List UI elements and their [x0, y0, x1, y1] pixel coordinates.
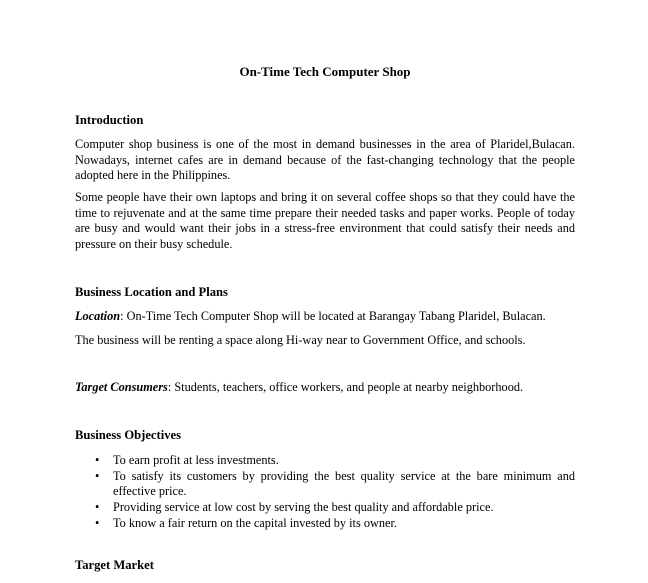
objective-text: To earn profit at less investments. — [113, 453, 279, 467]
list-item — [75, 469, 575, 500]
introduction-paragraph-1: Computer shop business is one of the most in demand businesses in the area of Plaridel,Bulacan. Nowadays, internet cafes are in demand because of the fast-changing technology that the people adopted here in the Philippines. — [75, 137, 575, 183]
list-item — [75, 516, 575, 532]
objectives-list — [75, 453, 575, 532]
target-market-heading: Target Market — [75, 558, 154, 572]
objectives-heading: Business Objectives — [75, 428, 182, 442]
location-paragraph — [75, 309, 575, 325]
introduction-heading: Introduction — [75, 113, 144, 127]
objective-text: To satisfy its customers by providing the best quality service at the bare minimum and effective price. — [113, 468, 575, 499]
location-label: Location — [75, 309, 121, 323]
list-item — [75, 500, 575, 516]
objective-text: To know a fair return on the capital invested by its owner. — [113, 515, 397, 530]
location-text: : On-Time Tech Computer Shop will be located at Barangay Tabang Plaridel, Bulacan. — [120, 309, 546, 323]
bullet-icon: • — [95, 468, 100, 483]
target-consumers-paragraph — [75, 380, 575, 396]
objective-text: Providing service at low cost by serving the best quality and affordable price. — [113, 500, 494, 515]
renting-paragraph: The business will be renting a space along Hi-way near to Government Office, and schools. — [75, 333, 526, 347]
bullet-icon: • — [95, 500, 100, 515]
list-item — [75, 453, 575, 469]
document-title: On-Time Tech Computer Shop — [239, 64, 411, 79]
target-consumers-text: : Students, teachers, office workers, and people at nearby neighborhood. — [167, 380, 524, 394]
introduction-paragraph-2: Some people have their own laptops and bring it on several coffee shops so that they could have the time to rejuvenate and at the same time prepare their needed tasks and paper works. People of today are busy and would want their jobs in a stress-free environment that could satisfy their needs and pressure on their busy schedule. — [75, 190, 575, 252]
bullet-icon: • — [95, 453, 100, 467]
location-plans-heading: Business Location and Plans — [75, 285, 228, 299]
bullet-icon: • — [95, 515, 100, 530]
target-consumers-label: Target Consumers — [75, 380, 168, 394]
